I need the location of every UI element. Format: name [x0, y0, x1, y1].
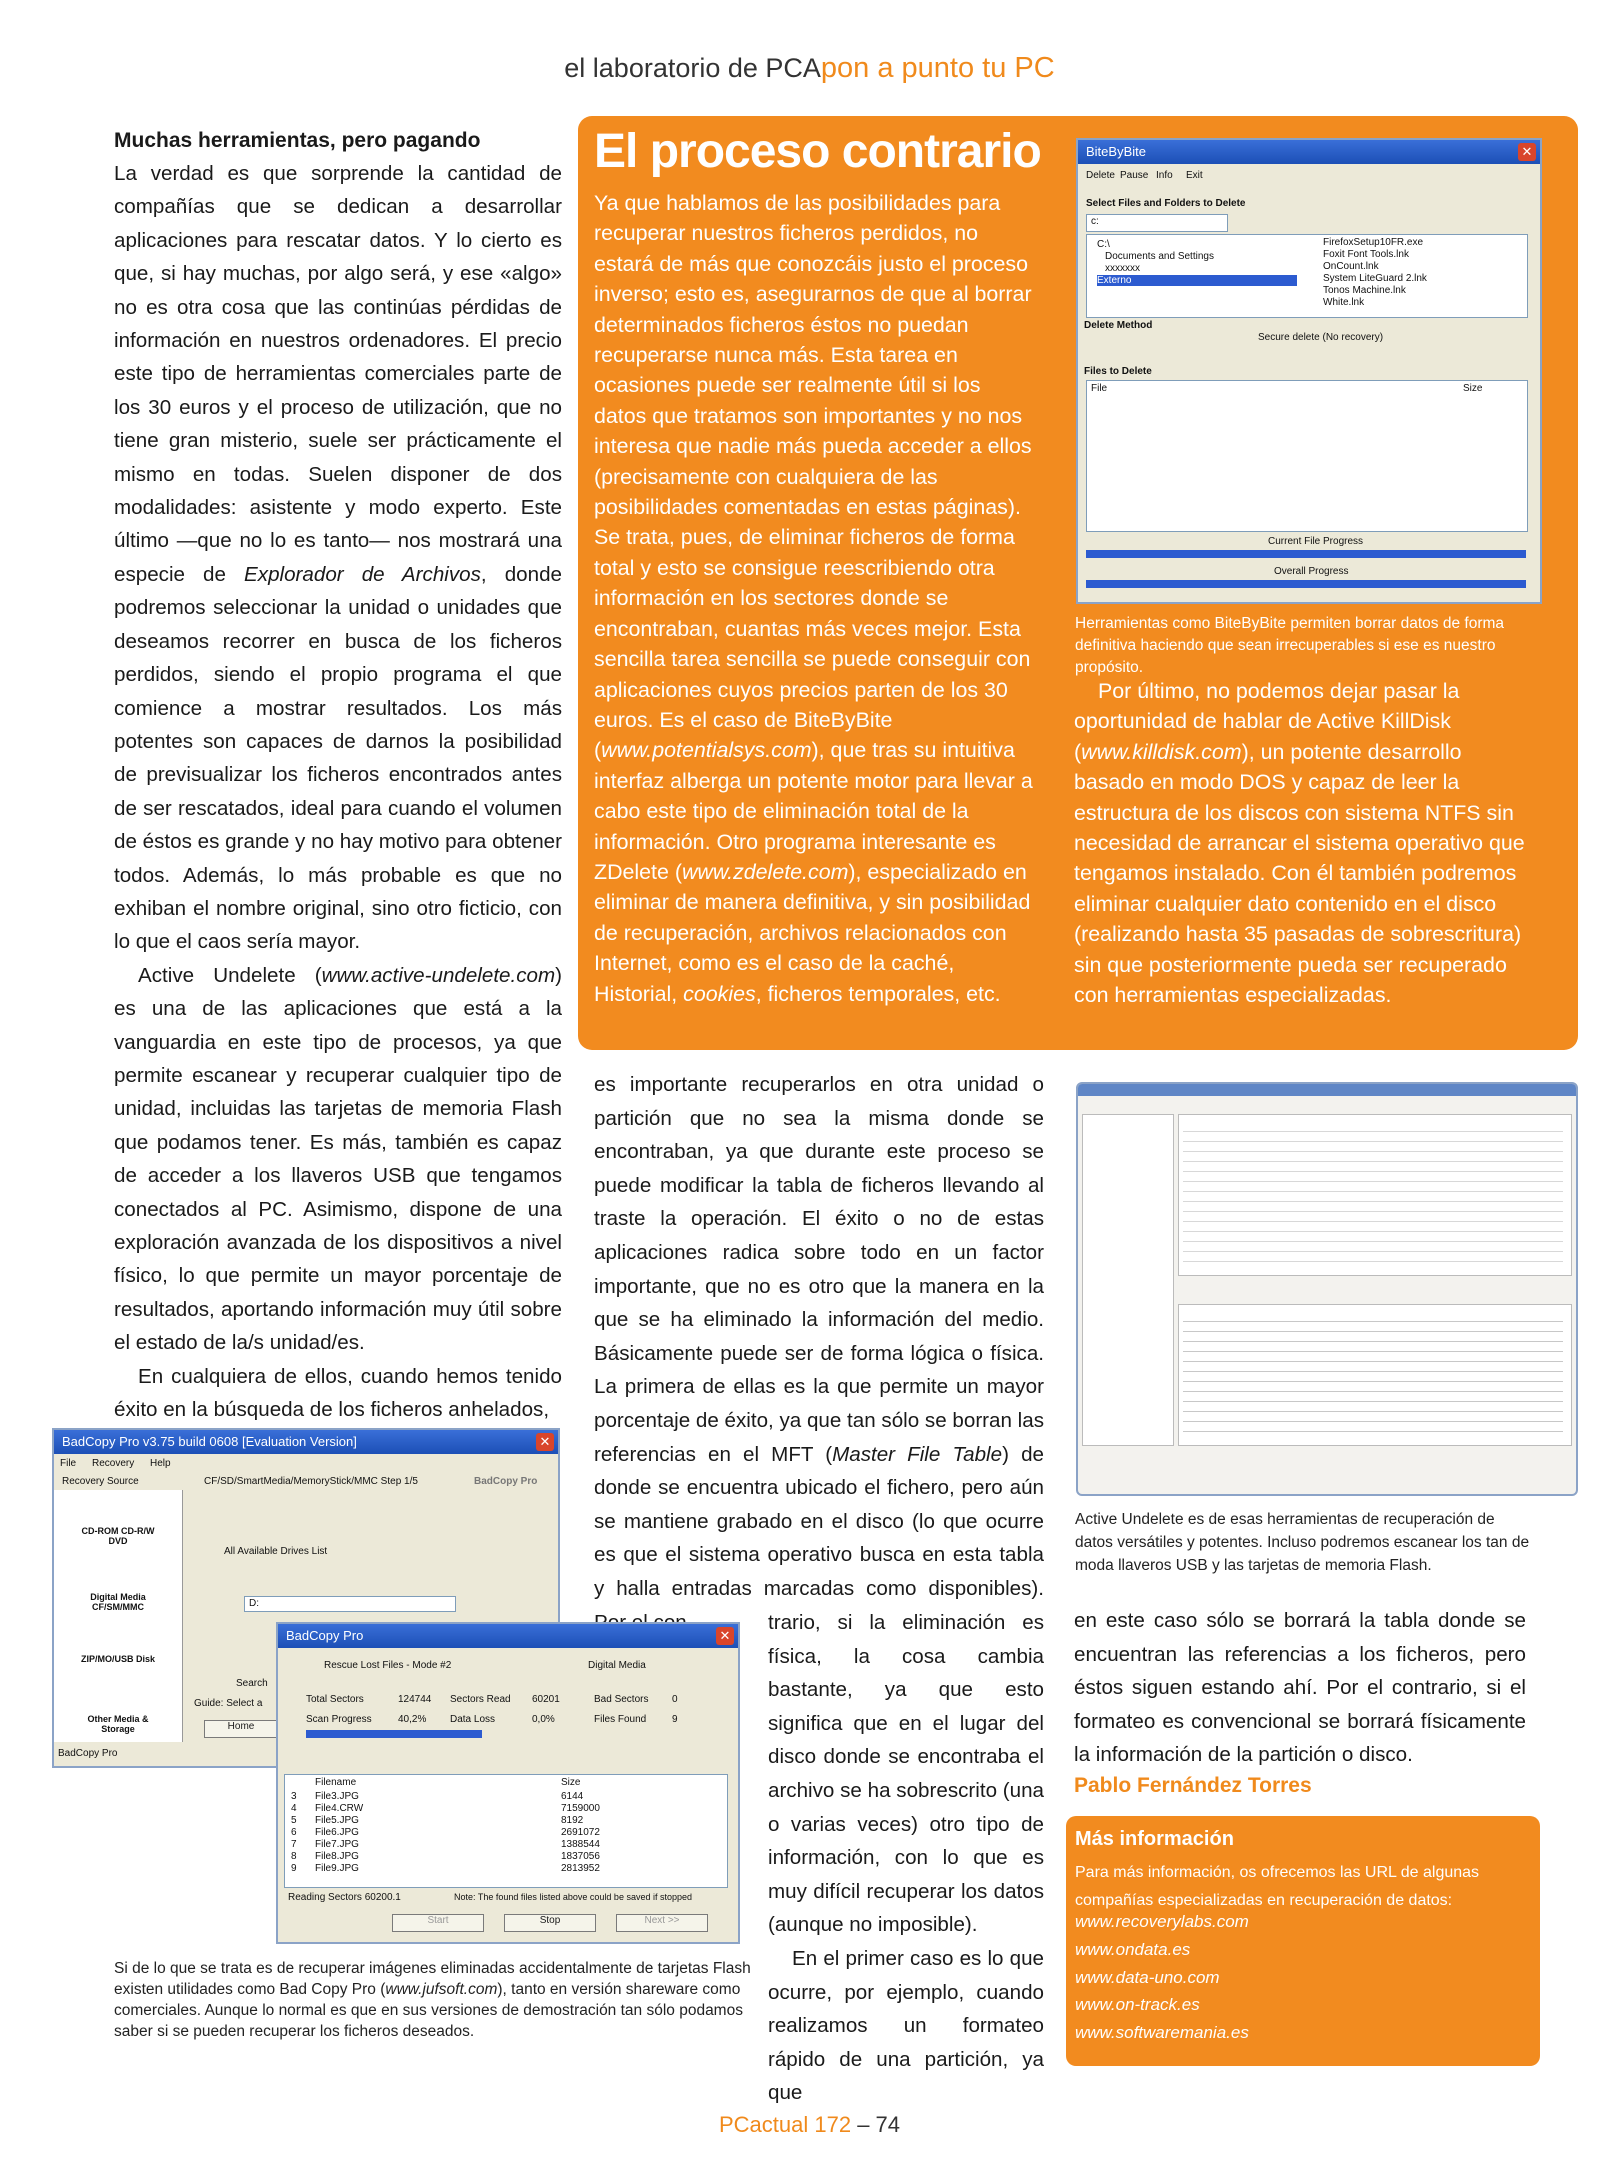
undelete-file-list[interactable] — [1178, 1114, 1572, 1276]
sidebar-title: El proceso contrario — [594, 125, 1041, 178]
badcopy-dialog: BadCopy Pro ✕ Rescue Lost Files - Mode #2 Digital Media Total Sectors 124744 Sectors Read 60201 Bad Sectors 0 Scan Progress 40,2% Data Loss 0,0% Files Found 9 Filename Size 3 File3.JPG 6144 4 File4.CRW 7159000 5 File5.JPG 8192 6 File6.JPG 2691072 7 File7.JPG 1388544 8 File8.JPG 1837056 9 File9.JPG 2813952 Reading Sectors 60200.1 Note: The found files listed above could be saved if stopped Start Stop Next >> — [276, 1622, 740, 1944]
bbb-toolbar-pause[interactable]: Pause — [1120, 170, 1149, 181]
bbb-select-label: Select Files and Folders to Delete — [1086, 198, 1246, 209]
bbb-toolbar-delete[interactable]: Delete — [1086, 170, 1115, 181]
column-2: es importante recuperarlos en otra unidad o partición que no sea la misma donde se encontraban, ya que durante este proceso se puede modificar la tabla de ficheros llevando al traste la operación. El éxito o no de estas aplicaciones radica sobre todo en un factor importante, que no es otro que la manera en la que se ha eliminado la información del medio. Básicamente puede ser de forma lógica o física. La primera de ellas es la que permite un mayor porcentaje de éxito, ya que tan sólo se borran las referencias en el MFT (Master File Table) de donde se encuentra ubicado el fichero, pero aún se mantiene grabado en el disco (lo que ocurre es que el sistema operativo busca en esta tabla y halla entradas marcadas como disponibles). — [594, 1073, 1044, 1600]
running-header — [0, 52, 1619, 85]
col1-paragraph-3: En cualquiera de ellos, cuando hemos tenido éxito en la búsqueda de los ficheros anhelados, — [114, 1364, 562, 1422]
link-on-track[interactable]: www.on-track.es — [1075, 1995, 1200, 2014]
next-button[interactable]: Next >> — [616, 1914, 708, 1932]
col1-paragraph-2: Active Undelete (www.active-undelete.com) es una de las aplicaciones que está a la vanguardia en este tipo de procesos, ya que permite escanear y recuperar cualquier tipo de unidad, incluidas las tarjetas de memoria Flash que podamos tener. Es más, también es capaz de acceder a los llaveros USB que tengamos conectados al PC. Asimismo, dispone de una exploración avanzada de los dispositivos a nivel físico, lo que permite un mayor porcentaje de resultados, aportando información muy útil sobre el estado de la/s unidad/es. — [114, 963, 562, 1355]
bbb-current-progress — [1086, 550, 1526, 558]
undelete-titlebar — [1078, 1084, 1576, 1096]
recovery-source-label: Recovery Source — [62, 1476, 139, 1487]
column-3: en este caso sólo se borrará la tabla donde se encuentran las referencias a los ficheros, pero éstos siguen estando ahí. Por el contrario, si el formateo es convencional se borrará físicamente la información de la partición o disco. — [1074, 1609, 1526, 1767]
status-bar: BadCopy Pro — [58, 1748, 118, 1759]
reading-sectors: Reading Sectors 60200.1 — [288, 1892, 401, 1903]
badcopy-caption: Si de lo que se trata es de recuperar imágenes eliminadas accidentalmente de tarjetas Flash existen utilidades como Bad Copy Pro (www.jufsoft.com), tanto en versión shareware como comerciales. Aunque lo normal es que en sus versiones de demostración tan sólo podamos saber si se pueden recuperar los ficheros deseados. — [114, 1960, 751, 2040]
rescue-media: Digital Media — [588, 1660, 646, 1671]
bbb-drive-select[interactable]: c: — [1086, 214, 1228, 232]
page-number: – 74 — [851, 2112, 901, 2137]
close-icon[interactable]: ✕ — [716, 1627, 734, 1645]
link-recoverylabs[interactable]: www.recoverylabs.com — [1075, 1912, 1249, 1931]
source-other-media[interactable]: Other Media & Storage — [87, 1714, 149, 1734]
undelete-log-panel[interactable] — [1178, 1304, 1572, 1446]
undelete-caption: Active Undelete es de esas herramientas de recuperación de datos versátiles y potentes. Incluso podremos escanear los tan de moda llaveros USB y las tarjetas de memoria Flash. — [1075, 1511, 1530, 1574]
badcopy-dialog-titlebar: BadCopy Pro — [278, 1624, 738, 1648]
jufsoft-link[interactable]: www.jufsoft.com — [385, 1981, 498, 1998]
source-cdrom[interactable]: CD-ROM CD-R/W DVD — [81, 1526, 155, 1546]
author: Pablo Fernández Torres — [1074, 1774, 1312, 1797]
bitebybite-titlebar: BiteByBite — [1078, 140, 1540, 164]
sidebar-text-2: Por último, no podemos dejar pasar la oportunidad de hablar de Active KillDisk (www.killdisk.com), un potente desarrollo basado en modo DOS y capaz de leer la estructura de los discos con sistema NTFS sin necesidad de arrancar el sistema operativo que tengamos instalado. Con él también podremos eliminar cualquier dato contenido en el disco (realizando hasta 35 pasadas de sobrescritura) sin que posteriormente pueda ser recuperado con herramientas especializadas. — [1074, 679, 1525, 1008]
drive-select[interactable]: D: — [244, 1596, 456, 1612]
bitebybite-screenshot: BiteByBite ✕ Delete Pause Info Exit Select Files and Folders to Delete c: C:\ Documents and Settings xxxxxxx Externo FirefoxSetup10FR.exe Foxit Font Tools.lnk OnCount.lnk System LiteGuard 2.lnk Tonos Machine.lnk White.lnk Delete Method Secure delete (No recovery) Files to Delete File Size Current File Progress Overall Progress — [1076, 138, 1542, 604]
found-note: Note: The found files listed above could be saved if stopped — [454, 1892, 692, 1902]
badcopy-titlebar: BadCopy Pro v3.75 build 0608 [Evaluation Version] — [54, 1430, 558, 1454]
link-softwaremania[interactable]: www.softwaremania.es — [1075, 2023, 1249, 2042]
link-data-uno[interactable]: www.data-uno.com — [1075, 1968, 1220, 1987]
bbb-overall-progress — [1086, 580, 1526, 588]
source-zip-usb[interactable]: ZIP/MO/USB Disk — [80, 1654, 155, 1664]
bbb-file-browser[interactable]: C:\ Documents and Settings xxxxxxx Externo FirefoxSetup10FR.exe Foxit Font Tools.lnk OnCount.lnk System LiteGuard 2.lnk Tonos Machine.lnk White.lnk — [1086, 234, 1528, 318]
source-digital-media[interactable]: Digital Media CF/SM/MMC — [90, 1592, 146, 1612]
search-checkbox[interactable]: Search — [236, 1678, 268, 1689]
column-1 — [114, 124, 562, 1426]
bbb-toolbar-exit[interactable]: Exit — [1186, 170, 1203, 181]
home-button[interactable]: Home — [204, 1720, 278, 1738]
page-footer — [0, 2112, 1619, 2138]
bbb-files-to-delete-list[interactable]: File Size — [1086, 380, 1528, 532]
start-button[interactable]: Start — [392, 1914, 484, 1932]
active-undelete-screenshot — [1076, 1082, 1578, 1496]
scan-progress-bar — [306, 1730, 482, 1738]
stop-button[interactable]: Stop — [504, 1914, 596, 1932]
bbb-delete-method[interactable]: Secure delete (No recovery) — [1258, 332, 1384, 343]
guide-text: Guide: Select a — [194, 1698, 263, 1709]
found-files-table[interactable]: Filename Size 3 File3.JPG 6144 4 File4.CRW 7159000 5 File5.JPG 8192 6 File6.JPG 2691072 7 File7.JPG 1388544 8 File8.JPG 1837056 9 File9.JPG 2813952 — [284, 1774, 728, 1888]
header-section: pon a punto tu PC — [820, 52, 1055, 84]
close-icon[interactable]: ✕ — [536, 1433, 554, 1451]
menu-file[interactable]: File — [60, 1458, 77, 1469]
header-lab: el laboratorio de PCA — [564, 53, 821, 83]
bbb-toolbar-info[interactable]: Info — [1156, 170, 1173, 181]
footer-brand: PCactual 172 — [718, 2112, 852, 2137]
bitebybite-caption: Herramientas como BiteByBite permiten borrar datos de forma definitiva haciendo que sean irrecuperables si ese es nuestro propósito. — [1075, 615, 1505, 676]
sidebar-text: Ya que hablamos de las posibilidades para recuperar nuestros ficheros perdidos, no estará de más que conozcáis justo el proceso inverso; esto es, asegurarnos de que al borrar determinados ficheros éstos no puedan recuperarse nunca más. Esta tarea en ocasiones puede ser realmente útil si los datos que tratamos son importantes y no nos interesa que nadie más pueda acceder a ellos (precisamente con cualquiera de las posibilidades comentadas en estas páginas). Se trata, pues, de eliminar ficheros de forma total y esto se consigue reescribiendo otra información en los sectores donde se encontraban, cuantas más veces mejor. Esta sencilla tarea sencilla se puede conseguir con aplicaciones cuyos precios parten de los 30 euros. Es el caso de BiteByBite (www.potentialsys.com), que tras su intuitiva interfaz alberga un potente motor para llevar a cabo este tipo de eliminación total de la información. Otro programa interesante es ZDelete (www.zdelete.com), especializado en eliminar de manera definitiva, y sin posibilidad de recuperación, archivos relacionados con Internet, como es el caso de la caché, Historial, cookies, ficheros temporales, etc. — [594, 191, 1033, 1006]
rescue-mode: Rescue Lost Files - Mode #2 — [324, 1660, 452, 1671]
source-list — [54, 1490, 183, 1742]
badcopy-brand: BadCopy Pro — [474, 1476, 538, 1487]
drives-list-label: All Available Drives List — [224, 1546, 328, 1557]
close-icon[interactable]: ✕ — [1518, 143, 1536, 161]
undelete-tree-panel[interactable] — [1082, 1114, 1174, 1446]
column-2-continued: trario, si la eliminación es física, la cosa cambia bastante, ya que esto significa que en el lugar del disco donde se encontraba el archivo se ha sobrescrito (una o varias veces) otro tipo de información, con lo que es muy difícil recuperar los datos (aunque no imposible). En el primer caso es lo que ocurre, por ejemplo, cuando realizamos un formateo rápido de una partición, ya que — [768, 1611, 1044, 2105]
killdisk-link[interactable]: www.killdisk.com — [1081, 739, 1242, 764]
active-undelete-link[interactable]: www.active-undelete.com — [321, 963, 556, 987]
menu-help[interactable]: Help — [150, 1458, 171, 1469]
menu-recovery[interactable]: Recovery — [92, 1458, 135, 1469]
badcopy-path: CF/SD/SmartMedia/MemoryStick/MMC Step 1/5 — [204, 1476, 418, 1487]
link-ondata[interactable]: www.ondata.es — [1075, 1940, 1191, 1959]
subheading: Muchas herramientas, pero pagando — [114, 129, 481, 152]
potentialsys-link[interactable]: www.potentialsys.com — [601, 738, 812, 763]
col1-paragraph-1: La verdad es que sorprende la cantidad de compañías que se dedican a desarrollar aplicaciones para rescatar datos. Y lo cierto es que, si hay muchas, por algo será, y ese «algo» no es otra cosa que las continúas pérdidas de información en nuestros ordenadores. El precio este tipo de herramientas comerciales parte de los 30 euros y el proceso de utilización, que no tiene gran misterio, suele ser prácticamente el mismo en todas. Suelen disponer de dos modalidades: asistente y modo experto. Este último —que no lo es tanto— nos mostrará una especie de Explorador de Archivos, donde podremos seleccionar la unidad o unidades que deseamos recorrer en busca de los ficheros perdidos, siendo el propio programa el que comience a mostrar resultados. Los más potentes son capaces de darnos la posibilidad de previsualizar los ficheros encontrados antes de ser rescatados, ideal para cuando el volumen de éstos es grande y no hay motivo para obtener todos. Además, lo más probable es que no exhiban el nombre original, sino otro ficticio, con lo que el caos sería mayor. — [114, 162, 562, 954]
more-info-text: Para más información, os ofrecemos las URL de algunas compañías especializadas en recuperación de datos: — [1075, 1864, 1480, 1909]
zdelete-link[interactable]: www.zdelete.com — [681, 859, 849, 884]
more-info-title: Más información — [1075, 1828, 1234, 1850]
